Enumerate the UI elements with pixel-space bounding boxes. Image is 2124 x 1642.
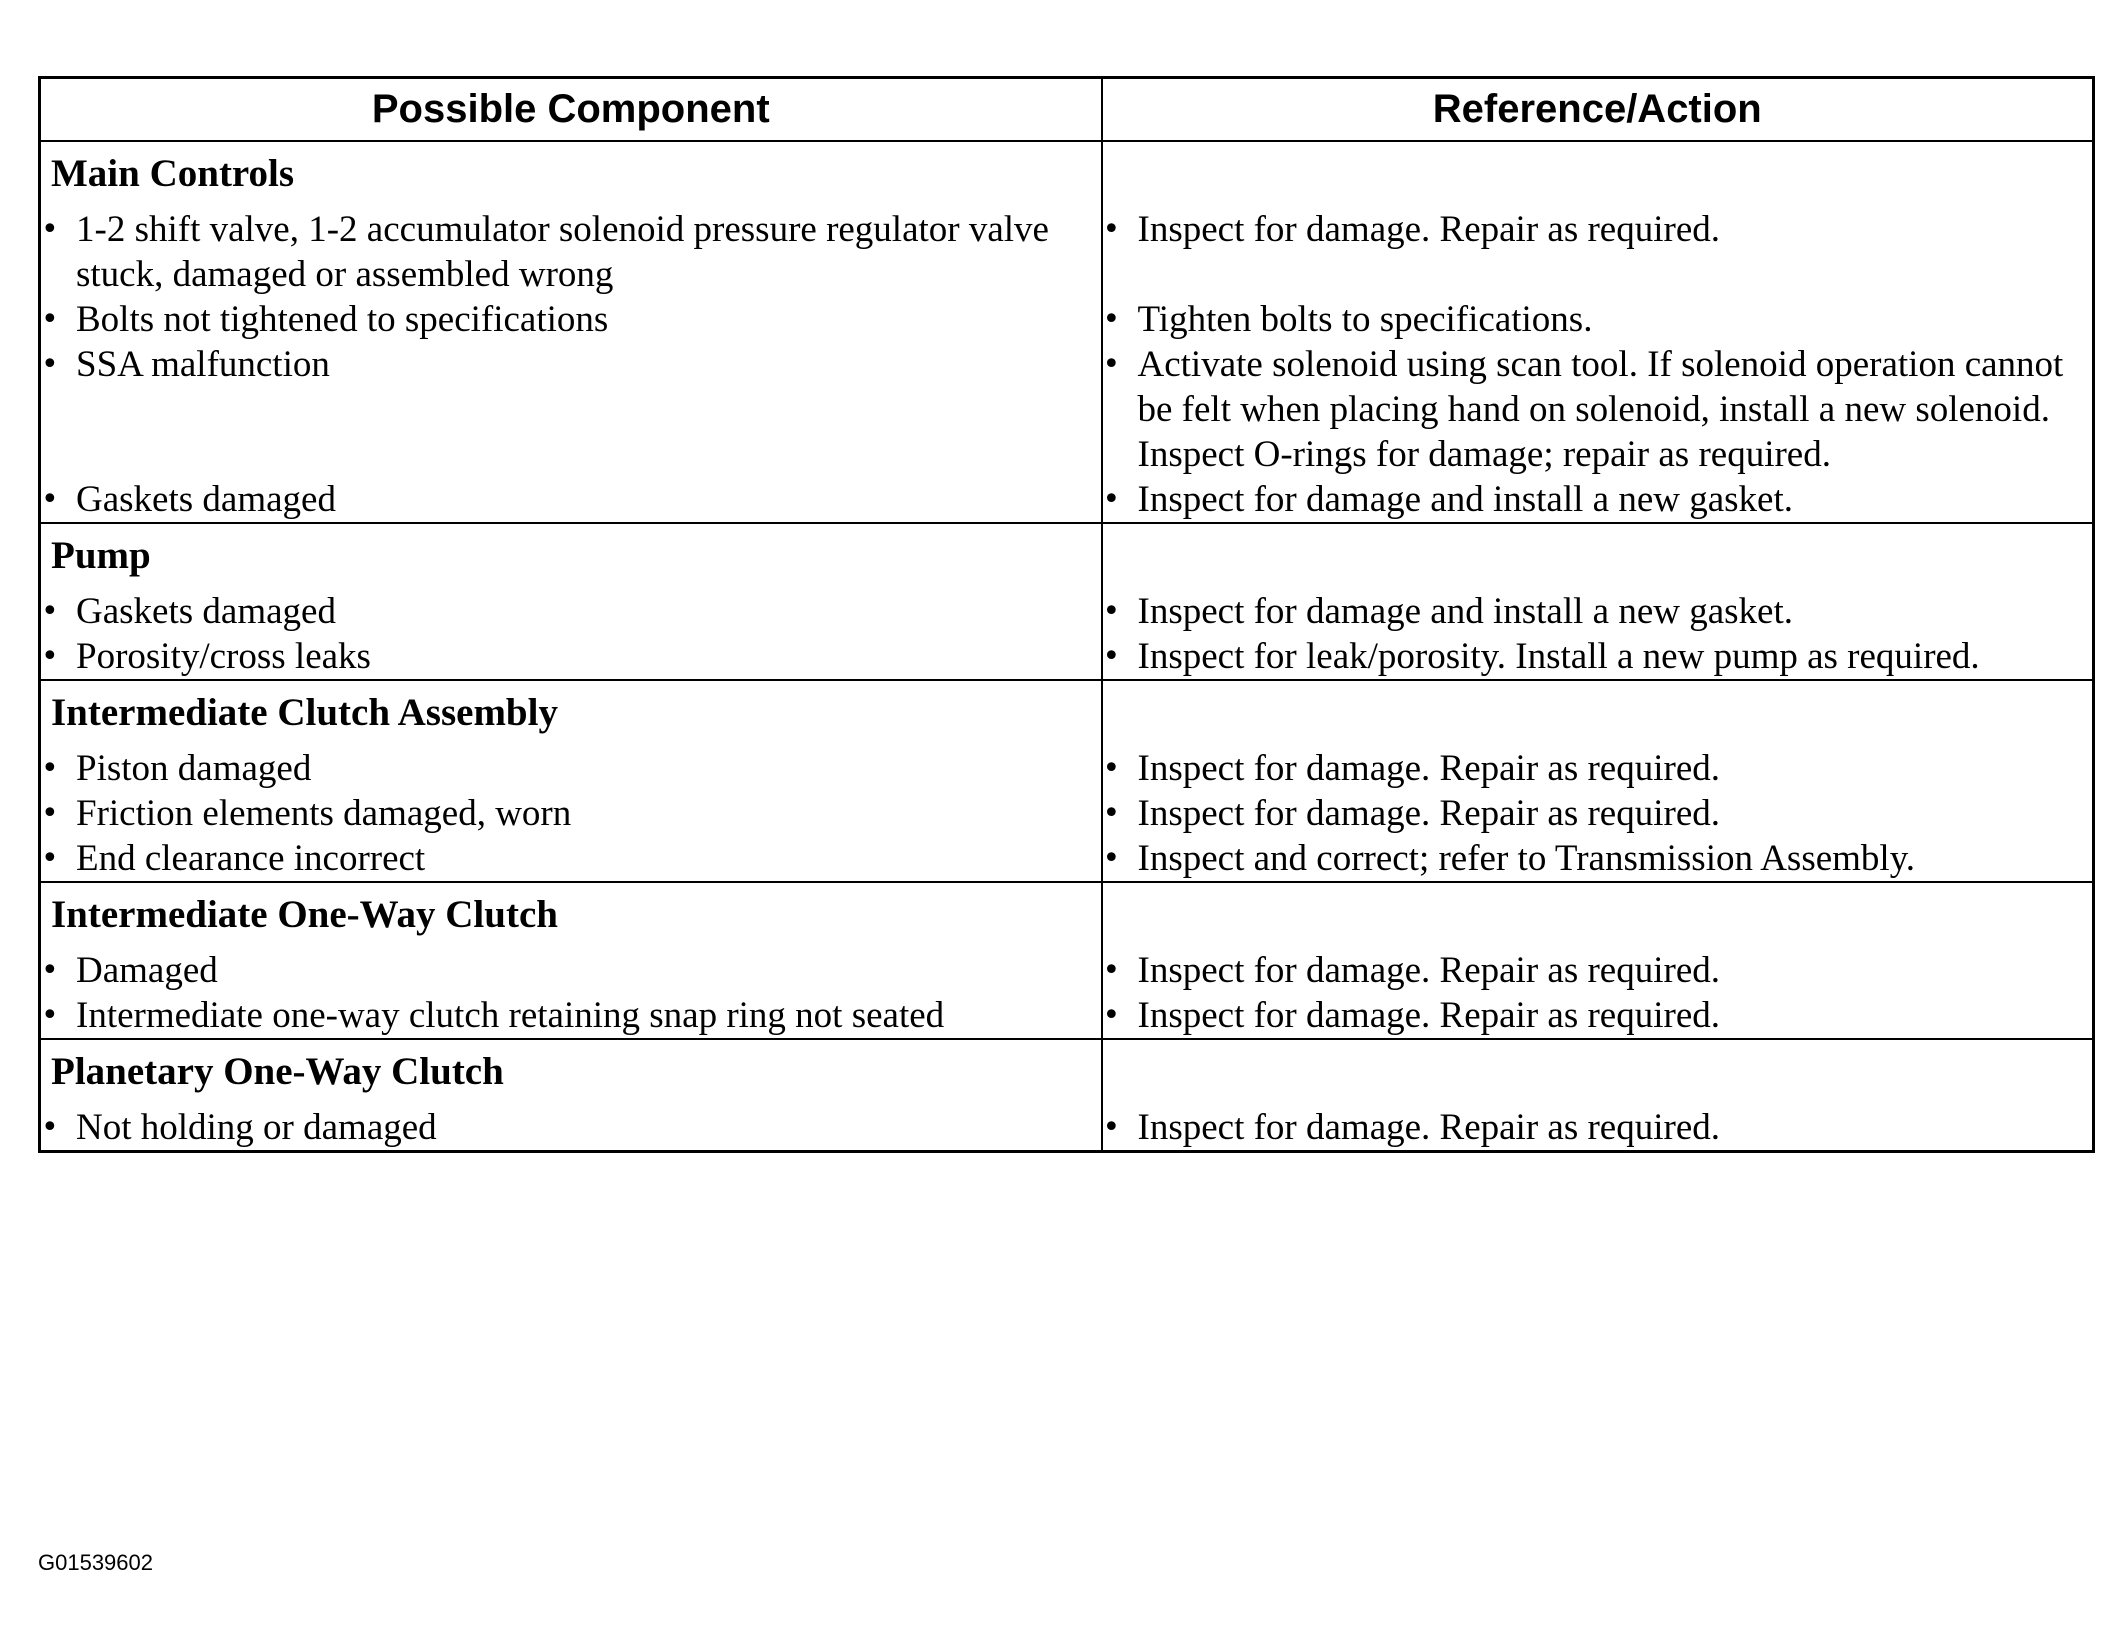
bullet-icon: • bbox=[1102, 751, 1121, 786]
action-cell bbox=[1102, 836, 2094, 882]
action-text: Inspect for damage. Repair as required. bbox=[1137, 995, 1720, 1036]
action-text: Inspect for damage. Repair as required. bbox=[1137, 950, 1720, 991]
bullet-icon: • bbox=[1102, 482, 1121, 517]
header-reference-action: Reference/Action bbox=[1102, 78, 2094, 142]
bullet-icon: • bbox=[41, 482, 59, 517]
table-row bbox=[40, 836, 2094, 882]
component-text: Gaskets damaged bbox=[76, 479, 336, 520]
component-cell bbox=[40, 791, 1102, 836]
component-cell bbox=[40, 477, 1102, 523]
component-cell bbox=[40, 342, 1102, 477]
action-cell bbox=[1102, 634, 2094, 680]
component-text: End clearance incorrect bbox=[76, 838, 426, 879]
bullet-icon: • bbox=[1102, 212, 1121, 247]
bullet-icon: • bbox=[41, 1110, 59, 1145]
section-blank-cell bbox=[1102, 141, 2094, 207]
bullet-icon: • bbox=[41, 751, 59, 786]
component-cell bbox=[40, 746, 1102, 791]
bullet-icon: • bbox=[1102, 347, 1121, 382]
component-text: Friction elements damaged, worn bbox=[76, 793, 572, 834]
component-text: Damaged bbox=[76, 950, 218, 991]
section-row-pump bbox=[40, 523, 2094, 589]
action-cell bbox=[1102, 207, 2094, 297]
section-title: Intermediate One-Way Clutch bbox=[40, 882, 1102, 948]
action-cell bbox=[1102, 791, 2094, 836]
table-row bbox=[40, 207, 2094, 297]
bullet-icon: • bbox=[1102, 594, 1121, 629]
component-cell bbox=[40, 948, 1102, 993]
action-cell bbox=[1102, 746, 2094, 791]
action-text: Inspect for damage and install a new gasket. bbox=[1137, 591, 1793, 632]
table-header-row bbox=[40, 78, 2094, 142]
bullet-icon: • bbox=[41, 953, 59, 988]
bullet-icon: • bbox=[41, 302, 59, 337]
component-cell bbox=[40, 634, 1102, 680]
bullet-icon: • bbox=[41, 347, 59, 382]
section-blank-cell bbox=[1102, 882, 2094, 948]
component-text: Bolts not tightened to specifications bbox=[76, 299, 609, 340]
table-row bbox=[40, 948, 2094, 993]
component-cell bbox=[40, 297, 1102, 342]
header-possible-component: Possible Component bbox=[40, 78, 1102, 142]
component-cell bbox=[40, 1105, 1102, 1152]
action-cell bbox=[1102, 993, 2094, 1039]
table-row bbox=[40, 634, 2094, 680]
action-cell bbox=[1102, 948, 2094, 993]
component-text: Not holding or damaged bbox=[76, 1107, 437, 1148]
table-row bbox=[40, 589, 2094, 634]
section-row-intermediate-clutch-assembly bbox=[40, 680, 2094, 746]
bullet-icon: • bbox=[41, 841, 59, 876]
table-row bbox=[40, 791, 2094, 836]
bullet-icon: • bbox=[41, 639, 59, 674]
action-cell bbox=[1102, 1105, 2094, 1152]
table-row bbox=[40, 477, 2094, 523]
table-row bbox=[40, 342, 2094, 477]
component-text: Porosity/cross leaks bbox=[76, 636, 371, 677]
action-text: Inspect for damage. Repair as required. bbox=[1137, 1107, 1720, 1148]
action-cell bbox=[1102, 589, 2094, 634]
section-row-intermediate-one-way-clutch bbox=[40, 882, 2094, 948]
action-text: Inspect for damage and install a new gasket. bbox=[1137, 479, 1793, 520]
component-cell bbox=[40, 993, 1102, 1039]
bullet-icon: • bbox=[1102, 1110, 1121, 1145]
table-row bbox=[40, 297, 2094, 342]
section-blank-cell bbox=[1102, 523, 2094, 589]
diagnosis-table bbox=[38, 76, 2095, 1153]
action-cell bbox=[1102, 297, 2094, 342]
component-text: 1-2 shift valve, 1-2 accumulator solenoid pressure regulator valve stuck, damaged or assembled wrong bbox=[76, 209, 1049, 295]
component-cell bbox=[40, 207, 1102, 297]
section-row-main-controls bbox=[40, 141, 2094, 207]
action-cell bbox=[1102, 342, 2094, 477]
bullet-icon: • bbox=[1102, 796, 1121, 831]
bullet-icon: • bbox=[41, 796, 59, 831]
component-text: Piston damaged bbox=[76, 748, 312, 789]
section-title: Planetary One-Way Clutch bbox=[40, 1039, 1102, 1105]
action-text: Activate solenoid using scan tool. If solenoid operation cannot be felt when placing hand on solenoid, install a new solenoid. Inspect O-rings for damage; repair as required. bbox=[1137, 344, 2064, 475]
table-row bbox=[40, 746, 2094, 791]
figure-id: G01539602 bbox=[38, 1550, 153, 1575]
section-title: Intermediate Clutch Assembly bbox=[40, 680, 1102, 746]
table-row bbox=[40, 993, 2094, 1039]
component-text: Gaskets damaged bbox=[76, 591, 336, 632]
bullet-icon: • bbox=[1102, 953, 1121, 988]
section-blank-cell bbox=[1102, 1039, 2094, 1105]
action-text: Inspect for damage. Repair as required. bbox=[1137, 209, 1720, 250]
section-title: Pump bbox=[40, 523, 1102, 589]
bullet-icon: • bbox=[1102, 639, 1121, 674]
bullet-icon: • bbox=[1102, 302, 1121, 337]
bullet-icon: • bbox=[1102, 998, 1121, 1033]
component-cell bbox=[40, 836, 1102, 882]
action-text: Inspect for leak/porosity. Install a new pump as required. bbox=[1137, 636, 1980, 677]
action-text: Inspect for damage. Repair as required. bbox=[1137, 793, 1720, 834]
section-blank-cell bbox=[1102, 680, 2094, 746]
component-cell bbox=[40, 589, 1102, 634]
component-text: Intermediate one-way clutch retaining snap ring not seated bbox=[76, 995, 945, 1036]
action-text: Inspect for damage. Repair as required. bbox=[1137, 748, 1720, 789]
action-text: Tighten bolts to specifications. bbox=[1137, 299, 1593, 340]
section-title: Main Controls bbox=[40, 141, 1102, 207]
section-row-planetary-one-way-clutch bbox=[40, 1039, 2094, 1105]
bullet-icon: • bbox=[41, 594, 59, 629]
component-text: SSA malfunction bbox=[76, 344, 330, 385]
bullet-icon: • bbox=[41, 212, 59, 247]
bullet-icon: • bbox=[41, 998, 59, 1033]
bullet-icon: • bbox=[1102, 841, 1121, 876]
action-cell bbox=[1102, 477, 2094, 523]
action-text: Inspect and correct; refer to Transmission Assembly. bbox=[1137, 838, 1916, 879]
table-row bbox=[40, 1105, 2094, 1152]
